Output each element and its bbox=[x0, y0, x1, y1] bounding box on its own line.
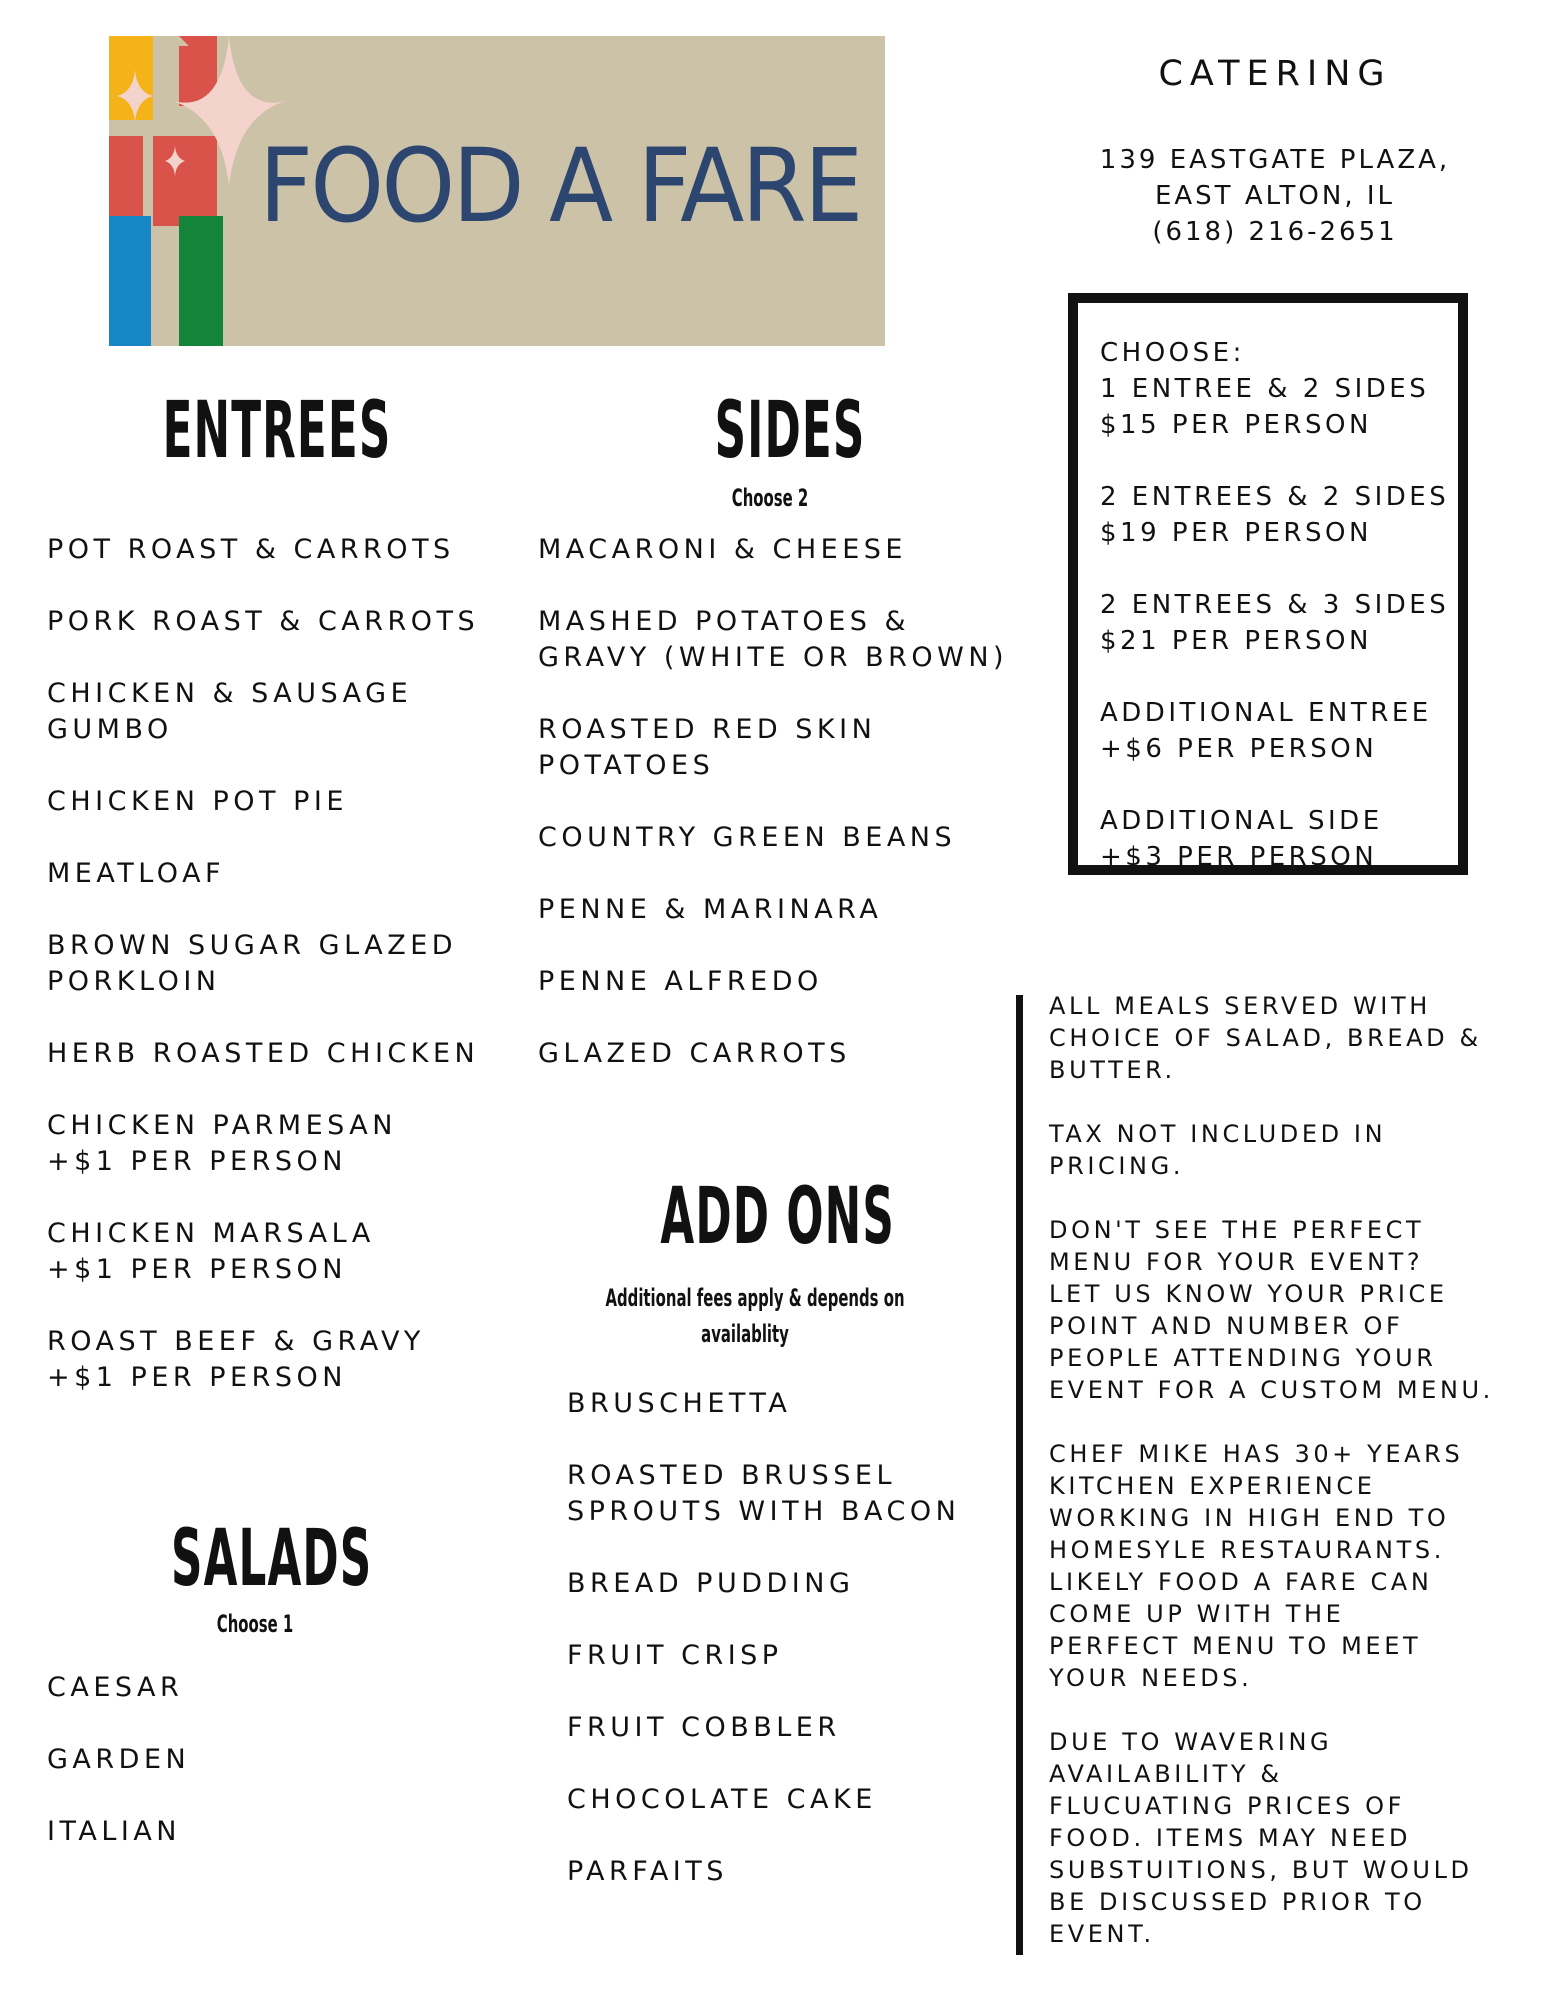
item-line: GARDEN bbox=[47, 1744, 191, 1775]
note-line: LET US KNOW YOUR PRICE bbox=[1049, 1280, 1448, 1308]
sides-note: Choose 2 bbox=[731, 484, 809, 512]
item-line: CHICKEN MARSALA bbox=[47, 1218, 375, 1249]
item-line: MACARONI & CHEESE bbox=[538, 534, 907, 565]
item-line: CHICKEN & SAUSAGE bbox=[47, 678, 413, 709]
pricing-option bbox=[1100, 335, 1458, 443]
item-line: GLAZED CARROTS bbox=[538, 1038, 851, 1069]
item-line: +$1 PER PERSON bbox=[47, 1254, 347, 1285]
address-line: 139 EASTGATE PLAZA, bbox=[1099, 145, 1451, 175]
pricing-line: ADDITIONAL SIDE bbox=[1100, 806, 1383, 836]
pricing-line: 2 ENTREES & 3 SIDES bbox=[1100, 590, 1450, 620]
note-paragraph bbox=[1049, 1726, 1519, 1950]
item-line: +$1 PER PERSON bbox=[47, 1362, 347, 1393]
list-item bbox=[567, 1854, 960, 1890]
item-line: MEATLOAF bbox=[47, 858, 226, 889]
pricing-line: +$3 PER PERSON bbox=[1100, 842, 1378, 872]
pricing-option bbox=[1100, 803, 1458, 875]
pricing-option bbox=[1100, 587, 1458, 659]
note-line: YOUR NEEDS. bbox=[1049, 1664, 1253, 1692]
item-line: FRUIT COBBLER bbox=[567, 1712, 841, 1743]
item-line: COUNTRY GREEN BEANS bbox=[538, 822, 957, 853]
pricing-line: 2 ENTREES & 2 SIDES bbox=[1100, 482, 1450, 512]
list-item bbox=[47, 784, 479, 820]
list-item bbox=[47, 856, 479, 892]
item-line: GUMBO bbox=[47, 714, 173, 745]
item-line: GRAVY (WHITE OR BROWN) bbox=[538, 642, 1009, 673]
salads-note: Choose 1 bbox=[216, 1610, 294, 1638]
note-line: PERFECT MENU TO MEET bbox=[1049, 1632, 1422, 1660]
item-line: PORK ROAST & CARROTS bbox=[47, 606, 480, 637]
note-line: DON'T SEE THE PERFECT bbox=[1049, 1216, 1425, 1244]
salads-list bbox=[47, 1670, 190, 1886]
note-line: COME UP WITH THE bbox=[1049, 1600, 1345, 1628]
pricing-line: $21 PER PERSON bbox=[1100, 626, 1372, 656]
list-item bbox=[567, 1638, 960, 1674]
pricing-option bbox=[1100, 695, 1458, 767]
item-line: PORKLOIN bbox=[47, 966, 221, 997]
sides-heading: SIDES bbox=[714, 386, 866, 476]
note-line: SUBSTUITIONS, BUT WOULD bbox=[1049, 1856, 1473, 1884]
list-item bbox=[47, 676, 479, 748]
catering-title: CATERING bbox=[1158, 54, 1392, 94]
item-line: POTATOES bbox=[538, 750, 715, 781]
addons-list bbox=[567, 1386, 960, 1926]
note-line: DUE TO WAVERING bbox=[1049, 1728, 1333, 1756]
item-line: CAESAR bbox=[47, 1672, 184, 1703]
note-line: WORKING IN HIGH END TO bbox=[1049, 1504, 1450, 1532]
item-line: ROASTED RED SKIN bbox=[538, 714, 877, 745]
list-item bbox=[567, 1566, 960, 1602]
item-line: ROAST BEEF & GRAVY bbox=[47, 1326, 425, 1357]
list-item bbox=[567, 1386, 960, 1422]
addons-note-line: Additional fees apply & depends on bbox=[605, 1284, 905, 1312]
list-item bbox=[538, 820, 1008, 856]
pricing-line: +$6 PER PERSON bbox=[1100, 734, 1378, 764]
note-line: EVENT FOR A CUSTOM MENU. bbox=[1049, 1376, 1494, 1404]
item-line: CHICKEN PARMESAN bbox=[47, 1110, 397, 1141]
phone-number: (618) 216-2651 bbox=[1152, 217, 1398, 247]
addons-note bbox=[605, 1280, 905, 1352]
list-item bbox=[538, 1036, 1008, 1072]
list-item bbox=[538, 964, 1008, 1000]
note-line: EVENT. bbox=[1049, 1920, 1155, 1948]
item-line: HERB ROASTED CHICKEN bbox=[47, 1038, 480, 1069]
list-item bbox=[47, 532, 479, 568]
list-item bbox=[538, 712, 1008, 784]
list-item bbox=[47, 928, 479, 1000]
list-item bbox=[538, 532, 1008, 568]
item-line: FRUIT CRISP bbox=[567, 1640, 783, 1671]
list-item bbox=[47, 604, 479, 640]
addons-heading: ADD ONS bbox=[660, 1172, 895, 1262]
note-paragraph bbox=[1049, 1214, 1519, 1406]
item-line: PENNE ALFREDO bbox=[538, 966, 823, 997]
list-item bbox=[538, 892, 1008, 928]
list-item bbox=[567, 1782, 960, 1818]
item-line: SPROUTS WITH BACON bbox=[567, 1496, 961, 1527]
item-line: POT ROAST & CARROTS bbox=[47, 534, 455, 565]
pricing-line: CHOOSE: bbox=[1100, 338, 1245, 368]
note-line: MENU FOR YOUR EVENT? bbox=[1049, 1248, 1424, 1276]
list-item bbox=[47, 1742, 190, 1778]
salads-heading: SALADS bbox=[171, 1514, 373, 1604]
pricing-box bbox=[1068, 293, 1468, 875]
pricing-option bbox=[1100, 479, 1458, 551]
notes-column bbox=[1049, 990, 1519, 1982]
note-line: FOOD. ITEMS MAY NEED bbox=[1049, 1824, 1412, 1852]
list-item bbox=[47, 1036, 479, 1072]
item-line: BRUSCHETTA bbox=[567, 1388, 792, 1419]
logo-text: FOOD A FARE bbox=[259, 127, 861, 246]
note-line: BUTTER. bbox=[1049, 1056, 1176, 1084]
sides-list bbox=[538, 532, 1008, 1108]
list-item bbox=[47, 1814, 190, 1850]
item-line: ROASTED BRUSSEL bbox=[567, 1460, 896, 1491]
note-line: POINT AND NUMBER OF bbox=[1049, 1312, 1404, 1340]
list-item bbox=[538, 604, 1008, 676]
note-paragraph bbox=[1049, 1438, 1519, 1694]
note-paragraph bbox=[1049, 1118, 1519, 1182]
list-item bbox=[567, 1710, 960, 1746]
note-line: ALL MEALS SERVED WITH bbox=[1049, 992, 1431, 1020]
note-line: CHOICE OF SALAD, BREAD & bbox=[1049, 1024, 1482, 1052]
item-line: CHOCOLATE CAKE bbox=[567, 1784, 877, 1815]
note-line: AVAILABILITY & bbox=[1049, 1760, 1283, 1788]
pricing-line: $15 PER PERSON bbox=[1100, 410, 1372, 440]
item-line: ITALIAN bbox=[47, 1816, 182, 1847]
note-line: CHEF MIKE HAS 30+ YEARS bbox=[1049, 1440, 1464, 1468]
note-paragraph bbox=[1049, 990, 1519, 1086]
item-line: BROWN SUGAR GLAZED bbox=[47, 930, 458, 961]
item-line: CHICKEN POT PIE bbox=[47, 786, 348, 817]
list-item bbox=[47, 1670, 190, 1706]
addons-note-line: availablity bbox=[701, 1320, 789, 1348]
item-line: BREAD PUDDING bbox=[567, 1568, 855, 1599]
item-line: MASHED POTATOES & bbox=[538, 606, 911, 637]
item-line: +$1 PER PERSON bbox=[47, 1146, 347, 1177]
pricing-line: 1 ENTREE & 2 SIDES bbox=[1100, 374, 1430, 404]
list-item bbox=[567, 1458, 960, 1530]
note-line: TAX NOT INCLUDED IN bbox=[1049, 1120, 1387, 1148]
logo bbox=[109, 36, 885, 346]
list-item bbox=[47, 1216, 479, 1288]
address-block bbox=[1060, 142, 1490, 250]
list-item bbox=[47, 1108, 479, 1180]
pricing-line: $19 PER PERSON bbox=[1100, 518, 1372, 548]
divider-line bbox=[1016, 995, 1023, 1955]
item-line: PARFAITS bbox=[567, 1856, 728, 1887]
entrees-list bbox=[47, 532, 479, 1432]
note-line: PEOPLE ATTENDING YOUR bbox=[1049, 1344, 1437, 1372]
note-line: BE DISCUSSED PRIOR TO bbox=[1049, 1888, 1426, 1916]
note-line: KITCHEN EXPERIENCE bbox=[1049, 1472, 1376, 1500]
note-line: HOMESYLE RESTAURANTS. bbox=[1049, 1536, 1445, 1564]
note-line: LIKELY FOOD A FARE CAN bbox=[1049, 1568, 1433, 1596]
address-line: EAST ALTON, IL bbox=[1154, 181, 1396, 211]
item-line: PENNE & MARINARA bbox=[538, 894, 883, 925]
pricing-line: ADDITIONAL ENTREE bbox=[1100, 698, 1432, 728]
note-line: PRICING. bbox=[1049, 1152, 1185, 1180]
list-item bbox=[47, 1324, 479, 1396]
entrees-heading: ENTREES bbox=[162, 386, 392, 476]
note-line: FLUCUATING PRICES OF bbox=[1049, 1792, 1406, 1820]
